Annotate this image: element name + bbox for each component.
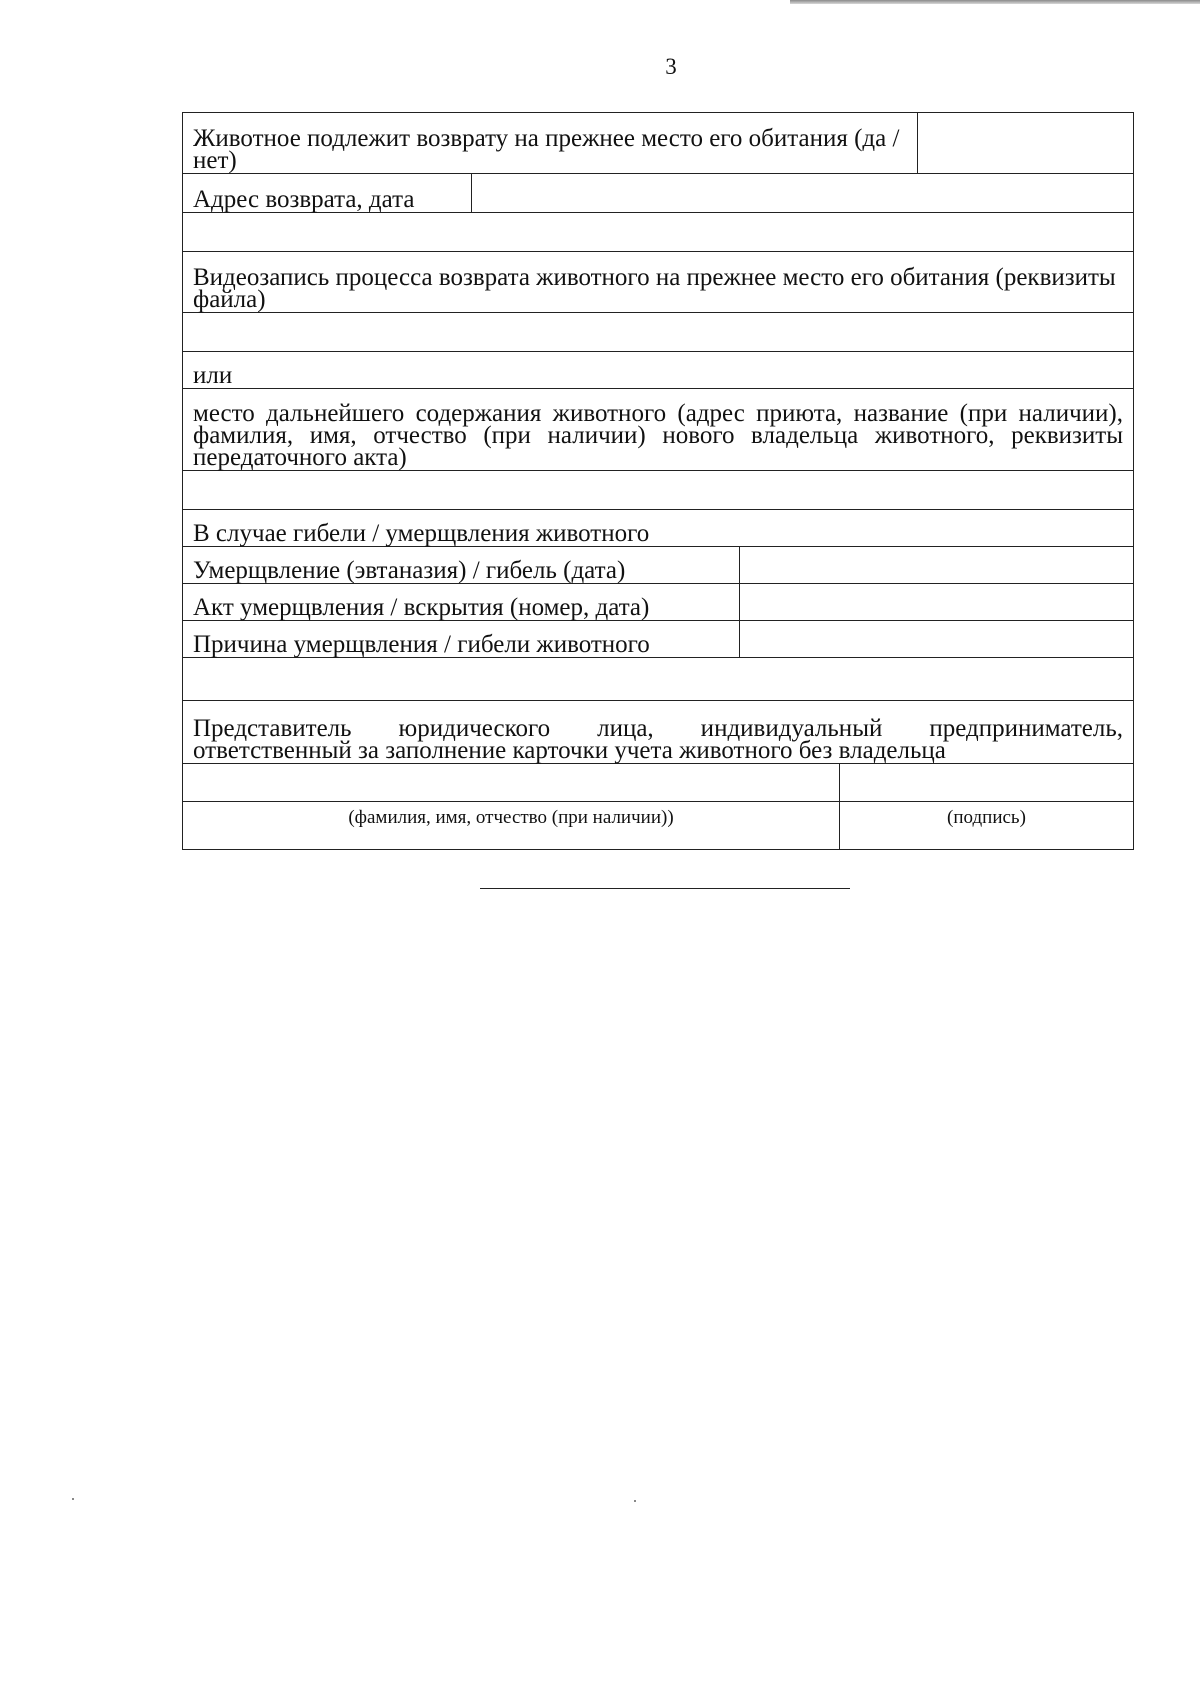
blank-row-after-address [183, 213, 1133, 252]
or-label: или [193, 362, 233, 389]
representative-row [183, 701, 1133, 764]
death-section-heading-row [183, 510, 1133, 547]
further-keeping-row [183, 389, 1133, 471]
cause-detail-row [183, 658, 1133, 701]
act-label: Акт умерщвления / вскрытия (номер, дата) [183, 584, 740, 620]
end-of-document-rule [480, 888, 850, 889]
cause-field[interactable] [740, 621, 1133, 657]
return-address-field[interactable] [472, 174, 1133, 212]
or-row [183, 352, 1133, 389]
video-file-details-field[interactable] [183, 313, 1133, 351]
representative-signature-field[interactable] [840, 764, 1133, 801]
video-value-row [183, 313, 1133, 352]
signature-caption: (подпись) [947, 807, 1026, 828]
representative-label: Представитель юридического лица, индивидуальный предприниматель, ответственный за заполнение карточки учета животного без владельца [193, 715, 1123, 764]
animal-record-form-table [182, 112, 1134, 850]
death-section-heading: В случае гибели / умерщвления животного [193, 520, 650, 547]
caption-row [183, 802, 1133, 849]
cause-row [183, 621, 1133, 658]
further-keeping-field[interactable] [183, 471, 1133, 509]
scan-speck [634, 1500, 636, 1502]
euthanasia-date-field[interactable] [740, 547, 1133, 583]
return-question-row [183, 113, 1133, 174]
act-row [183, 584, 1133, 621]
cause-detail-field[interactable] [183, 658, 1133, 700]
return-question-label: Животное подлежит возврату на прежнее место его обитания (да / нет) [183, 113, 918, 173]
video-record-label: Видеозапись процесса возврата животного на прежнее место его обитания (реквизиты файла) [193, 264, 1116, 313]
page-number: 3 [665, 54, 677, 79]
name-caption: (фамилия, имя, отчество (при наличии)) [183, 802, 840, 849]
blank-entry-field[interactable] [183, 213, 1133, 251]
euthanasia-date-label: Умерщвление (эвтаназия) / гибель (дата) [183, 547, 740, 583]
further-keeping-value-row [183, 471, 1133, 510]
further-keeping-label: место дальнейшего содержания животного (адрес приюта, название (при наличии), фамилия, имя, отчество (при наличии) нового владельца животного, реквизиты передаточного акта) [193, 400, 1123, 471]
representative-name-field[interactable] [183, 764, 840, 801]
scan-speck [72, 1498, 74, 1500]
cause-label: Причина умерщвления / гибели животного [183, 621, 740, 657]
return-address-row [183, 174, 1133, 213]
act-field[interactable] [740, 584, 1133, 620]
video-row [183, 252, 1133, 313]
scan-edge-mark [790, 0, 1200, 4]
representative-entry-row [183, 764, 1133, 802]
return-address-label: Адрес возврата, дата [183, 174, 472, 212]
euthanasia-date-row [183, 547, 1133, 584]
return-answer-field[interactable] [918, 113, 1133, 173]
